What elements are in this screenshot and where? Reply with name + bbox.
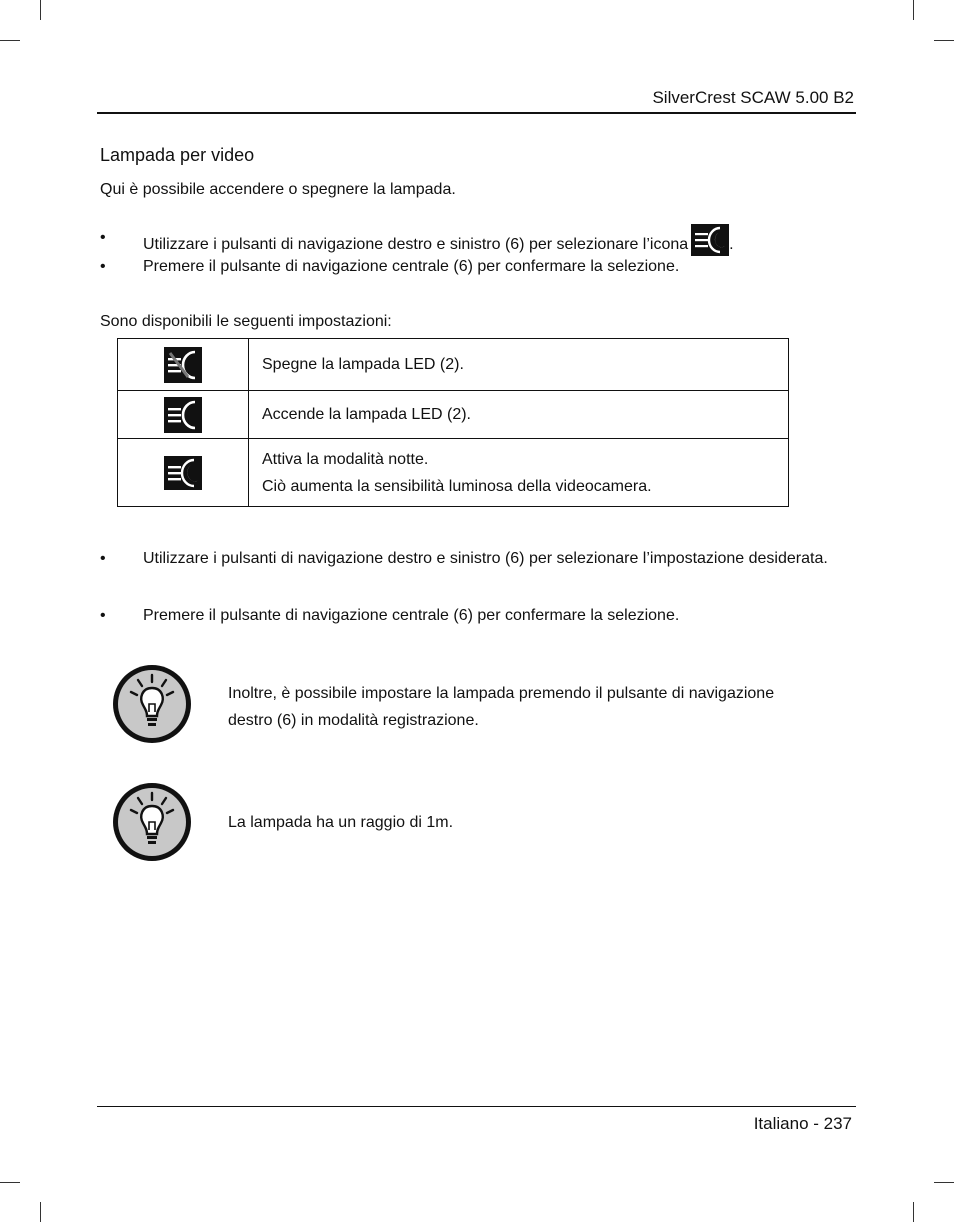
settings-table — [117, 338, 789, 507]
settings-row — [118, 391, 789, 439]
step-text: Premere il pulsante di navigazione centrale (6) per confermare la selezione. — [143, 258, 680, 275]
tip-text: La lampada ha un raggio di 1m. — [228, 814, 454, 831]
header-rule — [97, 112, 856, 114]
crop-mark — [40, 0, 41, 20]
step-item — [100, 253, 852, 280]
crop-mark — [934, 1182, 954, 1183]
crop-mark — [913, 0, 914, 20]
lamp-off-icon — [118, 347, 248, 383]
section-intro: Qui è possibile accendere o spegnere la lampada. — [100, 181, 456, 198]
page-number: Italiano - 237 — [753, 1114, 852, 1133]
crop-mark — [0, 1182, 20, 1183]
tip-text: Inoltre, è possibile impostare la lampada premendo il pulsante di navigazione destro (6) in modalità registrazione. — [228, 685, 775, 729]
bullet-dot: • — [100, 229, 106, 246]
crop-mark — [913, 1202, 914, 1222]
bullet-dot: • — [100, 607, 106, 624]
settings-row — [118, 339, 789, 391]
lightbulb-tip-icon — [110, 780, 194, 864]
step-text: Premere il pulsante di navigazione centrale (6) per confermare la selezione. — [143, 607, 680, 624]
step-text: Utilizzare i pulsanti di navigazione destro e sinistro (6) per selezionare l’icona — [143, 236, 689, 253]
step-text: Utilizzare i pulsanti di navigazione destro e sinistro (6) per selezionare l’impostazione desiderata. — [143, 550, 828, 567]
step-period: . — [729, 236, 734, 253]
bullet-dot: • — [100, 550, 106, 567]
setting-description: Attiva la modalità notte. — [262, 450, 429, 468]
lamp-settings-icon — [691, 224, 729, 256]
lightbulb-tip-icon — [110, 662, 194, 746]
settings-row — [118, 439, 789, 507]
settings-intro: Sono disponibili le seguenti impostazioni: — [100, 313, 392, 330]
footer-rule — [97, 1106, 856, 1107]
header-title: SilverCrest SCAW 5.00 B2 — [652, 88, 854, 107]
lamp-on-icon — [118, 397, 248, 433]
setting-description: Spegne la lampada LED (2). — [262, 356, 464, 373]
bullet-dot: • — [100, 258, 106, 275]
section-title: Lampada per video — [100, 145, 255, 165]
step-item — [100, 602, 852, 629]
crop-mark — [0, 40, 20, 41]
crop-mark — [934, 40, 954, 41]
night-mode-icon — [118, 456, 248, 490]
step-item — [100, 545, 852, 572]
setting-description: Ciò aumenta la sensibilità luminosa della videocamera. — [262, 477, 652, 495]
setting-description: Accende la lampada LED (2). — [262, 406, 471, 423]
crop-mark — [40, 1202, 41, 1222]
